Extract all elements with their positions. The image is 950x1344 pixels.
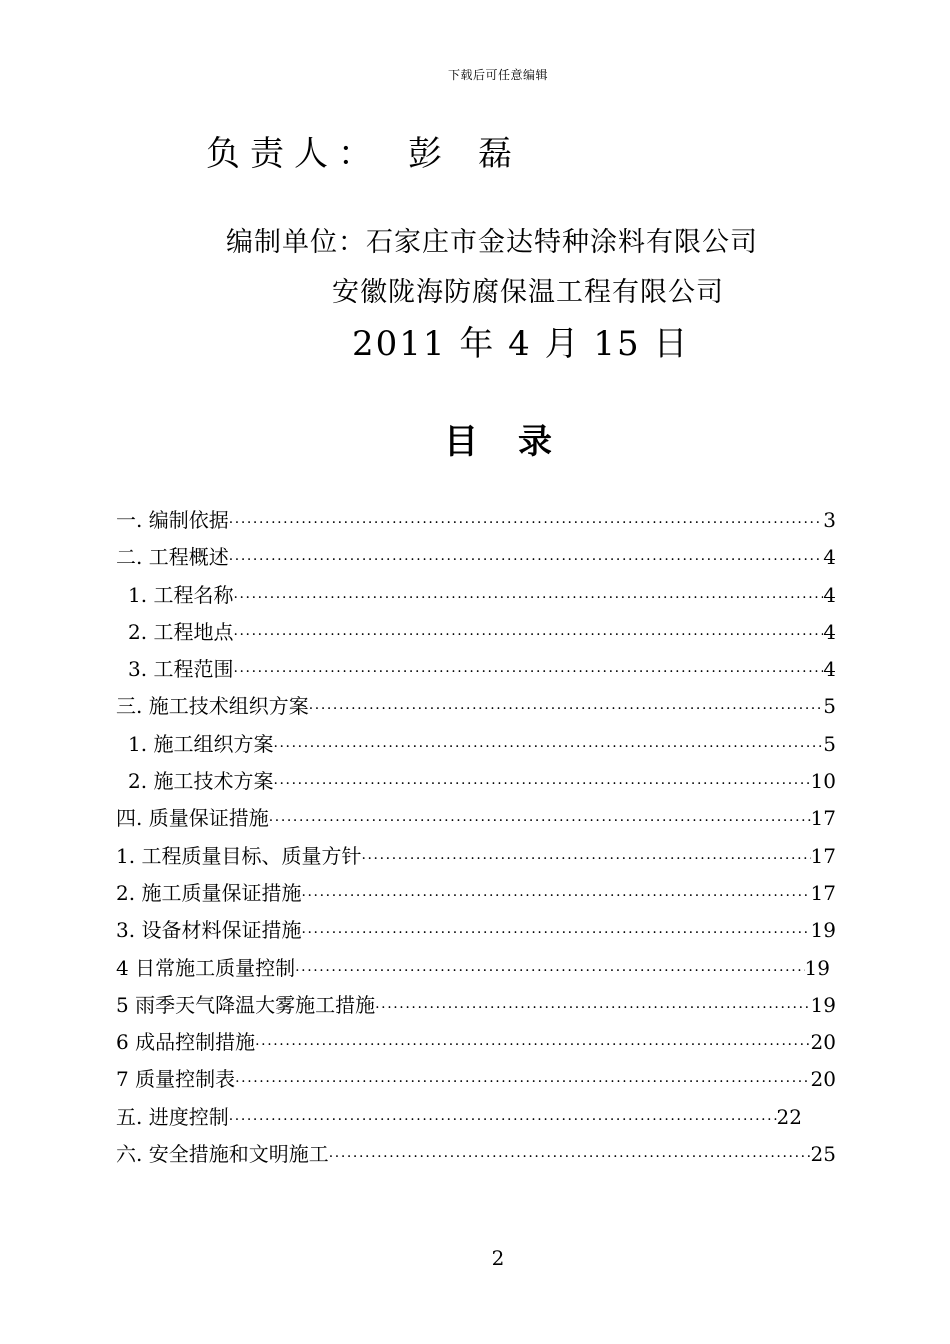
toc-leader-dots <box>229 1112 777 1128</box>
toc-entry-page: 5 <box>823 731 836 756</box>
toc-leader-dots <box>269 813 811 829</box>
toc-entry-label: 4 日常施工质量控制 <box>116 955 296 980</box>
toc-leader-dots <box>329 1149 811 1165</box>
toc-entry[interactable] <box>116 1063 836 1100</box>
toc-leader-dots <box>273 776 810 792</box>
toc-entry-page: 4 <box>823 657 836 682</box>
toc-entry-page: 10 <box>810 769 836 794</box>
organization-name-2: 安徽陇海防腐保温工程有限公司 <box>332 277 724 308</box>
organization-label: 编制单位： <box>226 227 366 258</box>
toc-leader-dots <box>233 664 823 680</box>
toc-entry-label: 六. 安全措施和文明施工 <box>116 1142 329 1167</box>
toc-entry-page: 17 <box>810 806 836 831</box>
toc-leader-dots <box>375 1000 810 1016</box>
toc-entry-label: 1. 工程名称 <box>128 582 234 607</box>
toc-entry-label: 6 成品控制措施 <box>116 1030 256 1055</box>
toc-title: 目录 <box>444 422 592 462</box>
page-number: 2 <box>491 1246 505 1270</box>
toc-leader-dots <box>301 925 810 941</box>
toc-entry-page: 19 <box>810 918 836 943</box>
toc-entry[interactable] <box>116 840 836 877</box>
responsible-label: 负责人： <box>206 134 382 174</box>
toc-leader-dots <box>233 590 823 606</box>
toc-entry-page: 4 <box>823 582 836 607</box>
toc-entry[interactable] <box>116 653 836 690</box>
toc-entry[interactable] <box>116 952 830 989</box>
toc-leader-dots <box>309 701 824 717</box>
toc-entry-label: 3. 设备材料保证措施 <box>116 918 302 943</box>
toc-entry-page: 5 <box>823 694 836 719</box>
toc-entry[interactable] <box>116 541 836 578</box>
toc-leader-dots <box>235 1074 810 1090</box>
toc-entry[interactable] <box>116 690 836 727</box>
toc-entry-label: 2. 施工质量保证措施 <box>116 880 302 905</box>
organization-name-1: 石家庄市金达特种涂料有限公司 <box>366 227 758 258</box>
toc-leader-dots <box>255 1037 810 1053</box>
toc-leader-dots <box>233 627 823 643</box>
toc-entry[interactable] <box>116 728 836 765</box>
toc-leader-dots <box>295 963 804 979</box>
toc-entry[interactable] <box>116 765 836 802</box>
toc-entry-page: 4 <box>823 545 836 570</box>
toc-entry-label: 三. 施工技术组织方案 <box>116 694 309 719</box>
toc-entry-page: 22 <box>776 1104 802 1129</box>
toc-leader-dots <box>273 739 823 755</box>
toc-entry-label: 1. 工程质量目标、质量方针 <box>116 843 362 868</box>
toc-entry-label: 二. 工程概述 <box>116 545 229 570</box>
responsible-person-line <box>206 126 522 175</box>
toc-entry-page: 19 <box>810 992 836 1017</box>
toc-entry-page: 25 <box>810 1142 836 1167</box>
responsible-name-part1: 彭 <box>408 134 452 174</box>
toc-entry-page: 17 <box>810 843 836 868</box>
toc-entry-page: 19 <box>804 955 830 980</box>
toc-entry[interactable] <box>116 877 836 914</box>
toc-entry[interactable] <box>116 579 836 616</box>
toc-entry-label: 7 质量控制表 <box>116 1067 236 1092</box>
toc-entry-label: 四. 质量保证措施 <box>116 806 269 831</box>
toc-entry-page: 17 <box>810 880 836 905</box>
toc-entry[interactable] <box>116 989 836 1026</box>
toc-entry-label: 3. 工程范围 <box>128 657 234 682</box>
toc-entry-label: 1. 施工组织方案 <box>128 731 274 756</box>
toc-entry-label: 5 雨季天气降温大雾施工措施 <box>116 992 376 1017</box>
toc-entry[interactable] <box>116 616 836 653</box>
toc-entry[interactable] <box>116 1101 802 1138</box>
toc-entry-label: 2. 施工技术方案 <box>128 769 274 794</box>
toc-leader-dots <box>229 552 824 568</box>
header-note: 下载后可任意编辑 <box>447 68 548 82</box>
toc-entry-label: 五. 进度控制 <box>116 1104 229 1129</box>
table-of-contents <box>116 504 836 1175</box>
organization-line-2 <box>332 270 724 309</box>
toc-leader-dots <box>229 515 824 531</box>
toc-entry[interactable] <box>116 802 836 839</box>
toc-entry-page: 20 <box>810 1067 836 1092</box>
toc-leader-dots <box>301 888 810 904</box>
toc-entry[interactable] <box>116 504 836 541</box>
toc-leader-dots <box>361 851 810 867</box>
toc-entry-label: 2. 工程地点 <box>128 619 234 644</box>
toc-entry-page: 4 <box>823 619 836 644</box>
toc-entry[interactable] <box>116 914 836 951</box>
toc-entry-page: 3 <box>823 508 836 532</box>
toc-entry[interactable] <box>116 1026 836 1063</box>
toc-entry-label: 一. 编制依据 <box>116 508 229 532</box>
toc-entry[interactable] <box>116 1138 836 1175</box>
organization-line-1 <box>226 220 758 259</box>
responsible-name-part2: 磊 <box>478 134 522 174</box>
toc-entry-page: 20 <box>810 1030 836 1055</box>
document-date: 2011 年 4 月 15 日 <box>352 324 690 364</box>
